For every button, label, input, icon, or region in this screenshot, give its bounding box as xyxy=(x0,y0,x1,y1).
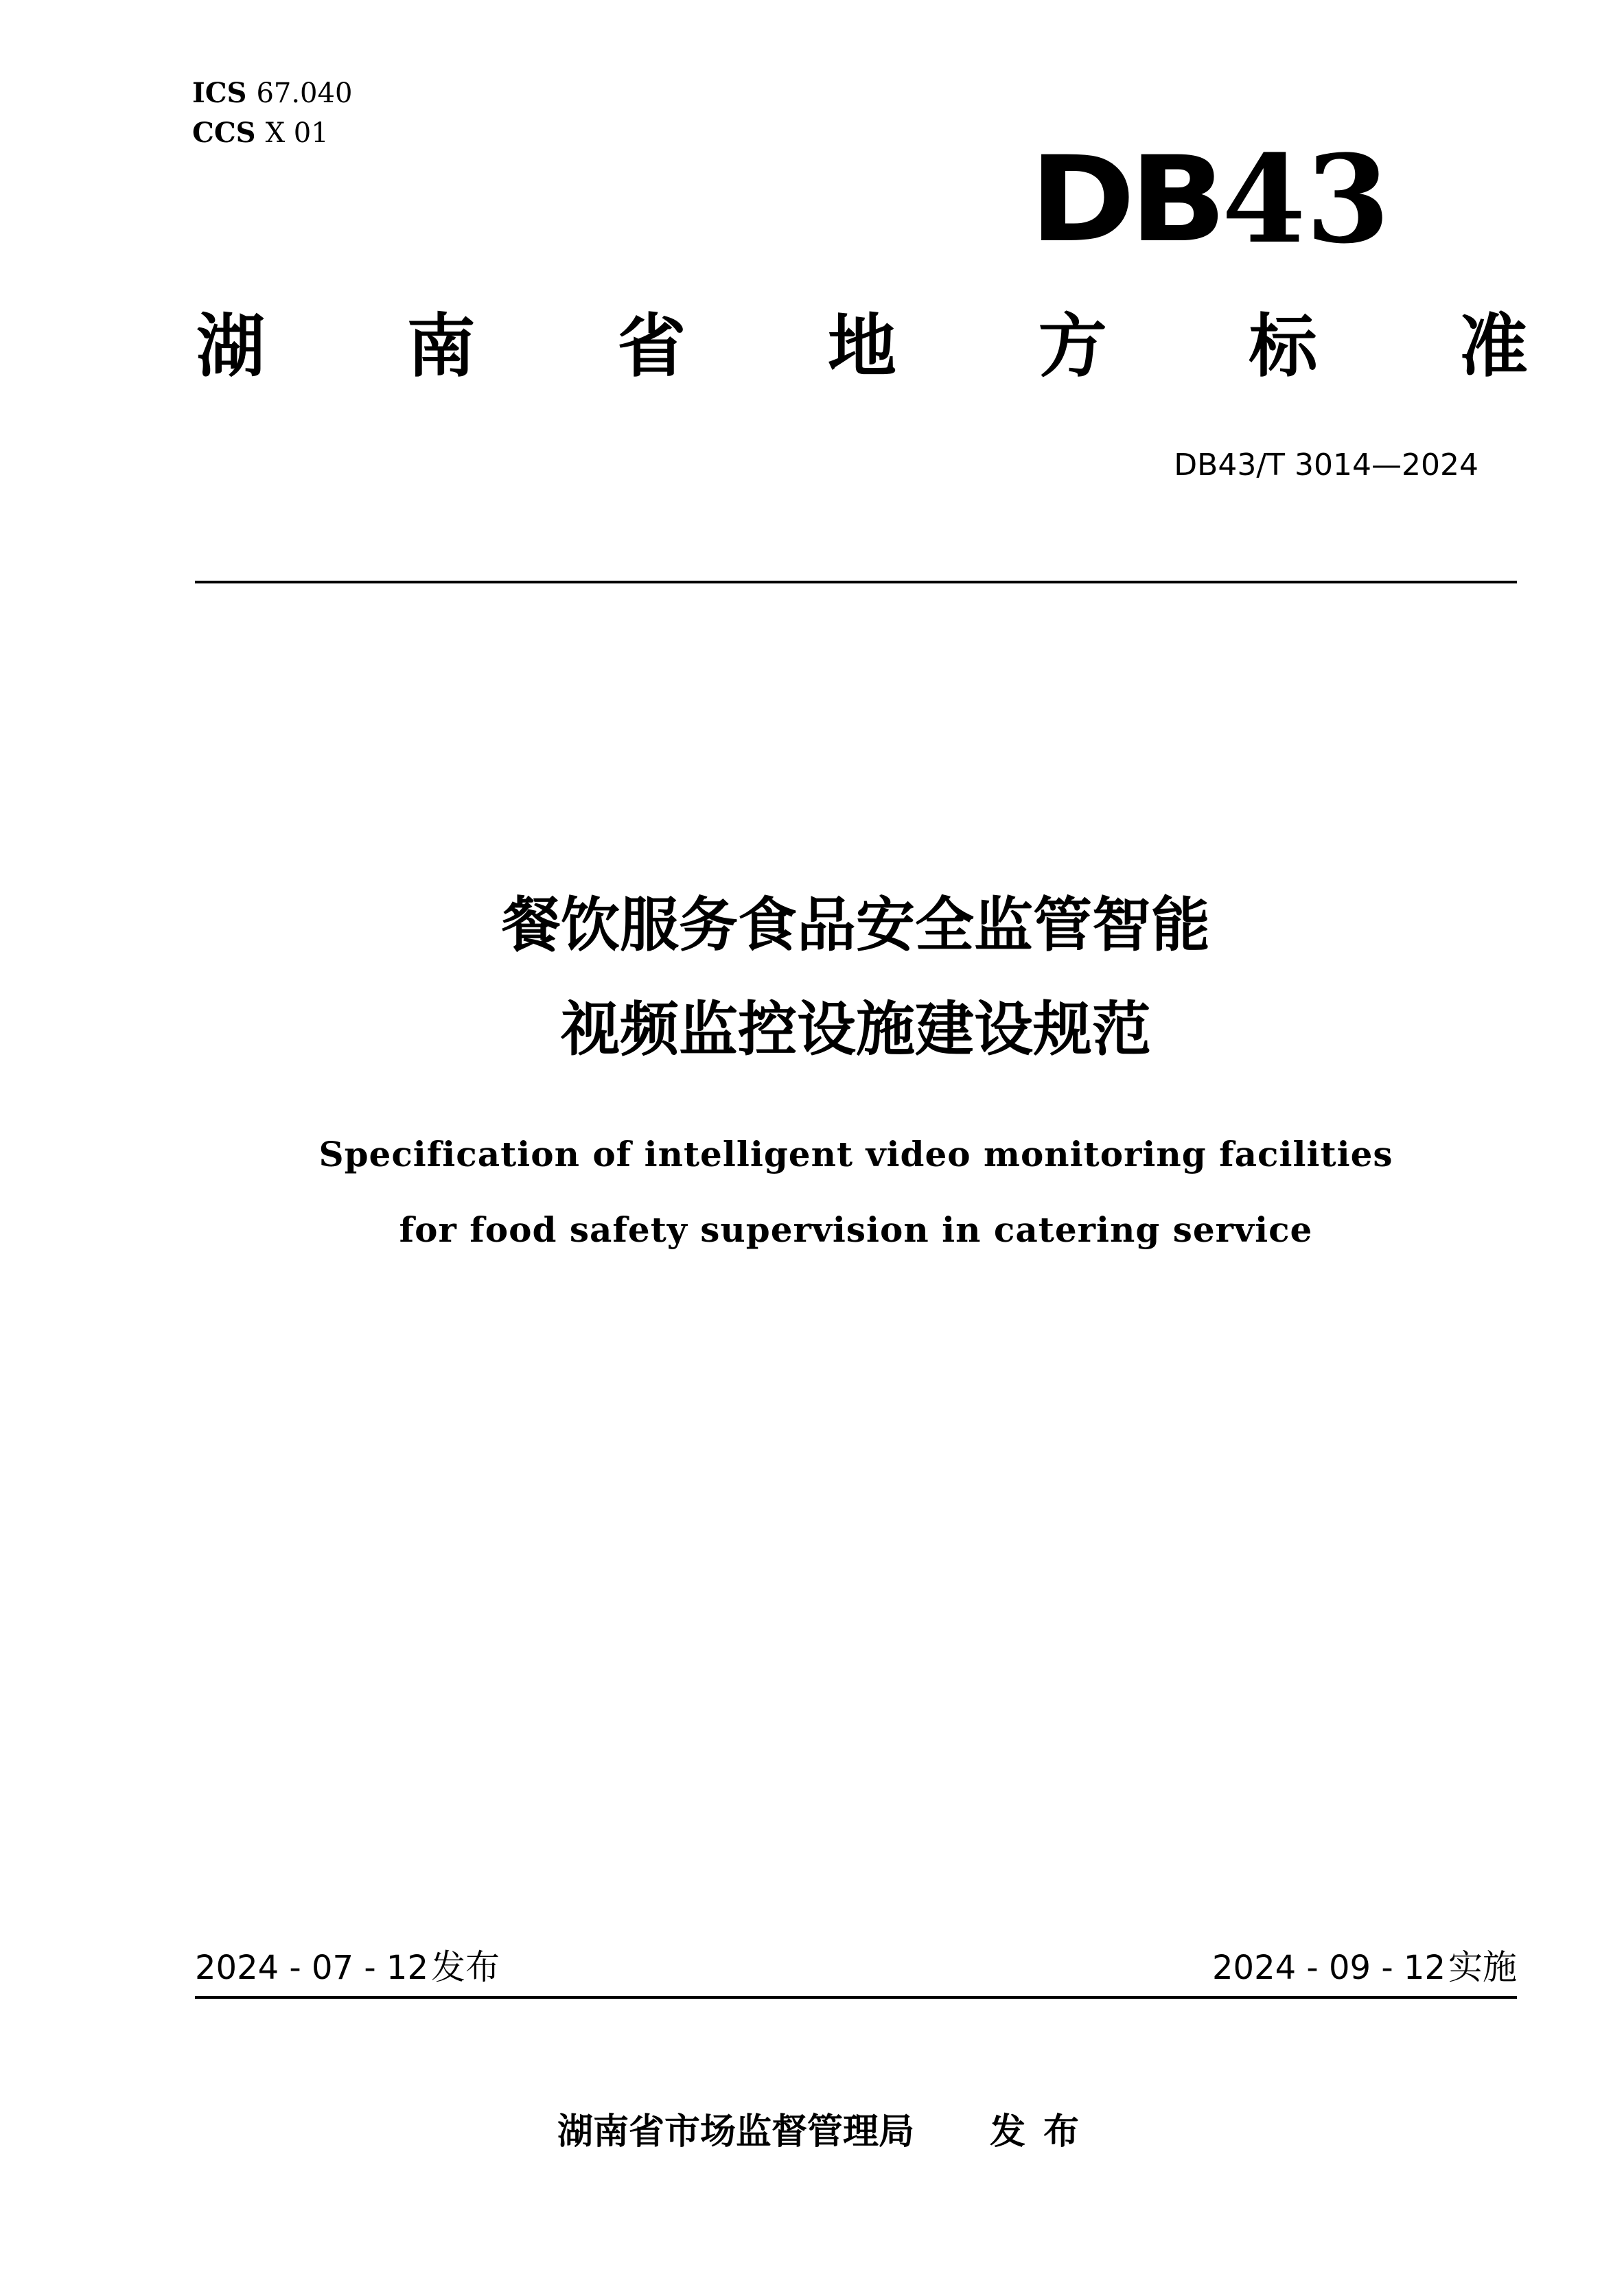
bottom-divider xyxy=(195,1996,1517,1999)
chinese-title-line-2: 视频监控设施建设规范 xyxy=(561,995,1151,1064)
english-title-line-2: for food safety supervision in catering service xyxy=(399,1209,1313,1250)
chinese-title-line-1: 餐饮服务食品安全监管智能 xyxy=(502,891,1210,960)
ccs-key: CCS xyxy=(192,117,256,149)
top-divider xyxy=(195,581,1517,583)
standard-type-char: 准 xyxy=(1459,306,1528,386)
issue-date-label: 发布 xyxy=(430,1947,500,1987)
standard-number: DB43/T 3014—2024 xyxy=(1174,448,1478,483)
ccs-value: X 01 xyxy=(265,117,329,149)
db43-logo xyxy=(1030,128,1390,270)
publisher-name: 湖南省市场监督管理局 xyxy=(557,2111,915,2153)
ics-value: 67.040 xyxy=(256,78,353,109)
issue-date-value: 2024 - 07 - 12 xyxy=(195,1949,428,1987)
ccs-classification xyxy=(192,117,329,150)
implementation-date-label: 实施 xyxy=(1448,1947,1517,1987)
ics-key: ICS xyxy=(192,77,247,109)
standard-type-char: 南 xyxy=(406,306,476,386)
standard-type-heading xyxy=(196,306,1528,386)
publisher xyxy=(557,2110,1097,2154)
ics-classification xyxy=(192,77,352,110)
implementation-date-value: 2024 - 09 - 12 xyxy=(1212,1949,1446,1987)
issue-date xyxy=(195,1947,500,1988)
db-logo-letters: DB xyxy=(1030,130,1221,268)
implementation-date xyxy=(1212,1947,1517,1988)
standard-type-char: 湖 xyxy=(196,306,265,386)
standard-type-char: 标 xyxy=(1249,306,1318,386)
standard-type-char: 省 xyxy=(617,306,686,386)
english-title-line-1: Specification of intelligent video monitoring facilities xyxy=(318,1134,1393,1174)
standard-type-char: 方 xyxy=(1038,306,1107,386)
db-logo-code: 43 xyxy=(1222,128,1390,270)
publisher-action: 发布 xyxy=(990,2111,1098,2153)
standard-type-char: 地 xyxy=(827,306,896,386)
